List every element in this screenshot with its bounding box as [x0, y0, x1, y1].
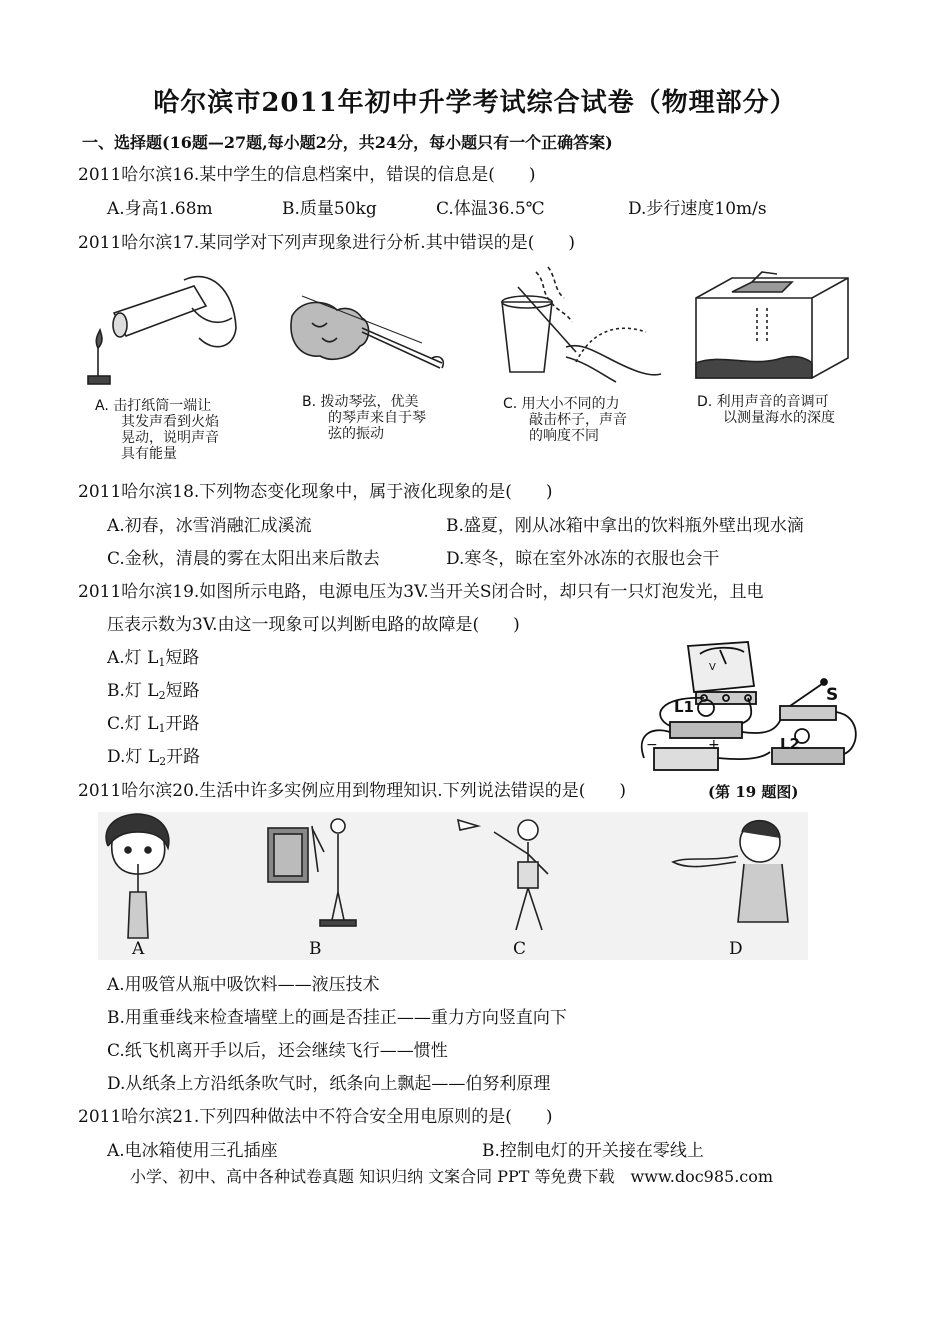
q17-caption-d: D. 利用声音的音调可 以测量海水的深度 [697, 394, 835, 426]
q19-option-a: A.灯 $L_1$短路 [107, 648, 200, 669]
q20-option-a: A.用吸管从瓶中吸饮料——液压技术 [107, 975, 380, 995]
q16-option-c: C.体温36.5℃ [436, 199, 545, 219]
l1-label: L1 [674, 698, 694, 716]
q17-caption-c: C. 用大小不同的力 敲击杯子，声音 的响度不同 [503, 396, 627, 444]
q20-label-b: B [309, 939, 322, 959]
q17-figure-c-cup-strike [496, 262, 666, 397]
q20-option-b: B.用重垂线来检查墙壁上的画是否挂正——重力方向竖直向下 [107, 1008, 567, 1028]
q17-figure-d-sonar-ship [692, 268, 852, 388]
q20-label-c: C [513, 939, 527, 959]
voltmeter-v-label: V [709, 662, 716, 673]
fig19-caption: (第 19 题图) [708, 783, 799, 801]
q17-caption-b: B. 拨动琴弦，优美 的琴声来自于琴 弦的振动 [302, 394, 426, 442]
q19-option-c: C.灯 $L_1$开路 [107, 714, 200, 735]
q21-option-a: A.电冰箱使用三孔插座 [107, 1141, 278, 1161]
page-title: 哈尔滨市2011年初中升学考试综合试卷（物理部分） [153, 88, 797, 118]
q20-label-a: A [132, 939, 145, 959]
footer-download-note: 小学、初中、高中各种试卷真题 知识归纳 文案合同 PPT 等免费下载 www.doc985.com [130, 1167, 774, 1186]
q17-caption-a: A. 击打纸筒一端让 其发声看到火焰 晃动，说明声音 具有能量 [95, 398, 219, 462]
q19-option-d: D.灯 $L_2$开路 [107, 747, 201, 768]
section-heading: 一、选择题(16题—27题,每小题2分，共24分，每小题只有一个正确答案) [82, 133, 613, 152]
q19-stem-line2: 压表示数为3V.由这一现象可以判断电路的故障是( ) [107, 615, 520, 635]
q18-stem: 2011哈尔滨18.下列物态变化现象中，属于液化现象的是( ) [78, 482, 553, 502]
plus-label: + [708, 737, 720, 753]
q20-option-d: D.从纸条上方沿纸条吹气时，纸条向上飘起——伯努利原理 [107, 1074, 551, 1094]
q18-option-b: B.盛夏，刚从冰箱中拿出的饮料瓶外壁出现水滴 [446, 516, 804, 536]
q16-option-a: A.身高1.68m [107, 199, 213, 219]
switch-s-label: S [826, 685, 839, 705]
q18-option-c: C.金秋，清晨的雾在太阳出来后散去 [107, 549, 380, 569]
q20-stem: 2011哈尔滨20.生活中许多实例应用到物理知识.下列说法错误的是( ) [78, 781, 626, 801]
q19-circuit-diagram [640, 636, 862, 778]
q21-option-b: B.控制电灯的开关接在零线上 [482, 1141, 704, 1161]
q18-option-a: A.初春，冰雪消融汇成溪流 [107, 516, 312, 536]
q17-stem: 2011哈尔滨17.某同学对下列声现象进行分析.其中错误的是( ) [78, 233, 575, 253]
q18-option-d: D.寒冬，晾在室外冰冻的衣服也会干 [446, 549, 720, 569]
q17-figure-a-paper-tube [84, 268, 244, 393]
q20-label-d: D [729, 939, 743, 959]
q19-option-b: B.灯 $L_2$短路 [107, 681, 200, 702]
l2-label: L2 [780, 735, 800, 753]
q20-option-c: C.纸飞机离开手以后，还会继续飞行——惯性 [107, 1041, 448, 1061]
q16-option-d: D.步行速度10m/s [628, 199, 767, 219]
q17-figure-b-violin [282, 288, 452, 383]
q21-stem: 2011哈尔滨21.下列四种做法中不符合安全用电原则的是( ) [78, 1107, 553, 1127]
q16-option-b: B.质量50kg [282, 199, 377, 219]
minus-label: − [646, 737, 658, 753]
q16-stem: 2011哈尔滨16.某中学生的信息档案中，错误的信息是( ) [78, 165, 536, 185]
q20-figures [98, 812, 808, 960]
q19-stem-line1: 2011哈尔滨19.如图所示电路，电源电压为3V.当开关S闭合时，却只有一只灯泡发光，且电 [78, 582, 764, 602]
